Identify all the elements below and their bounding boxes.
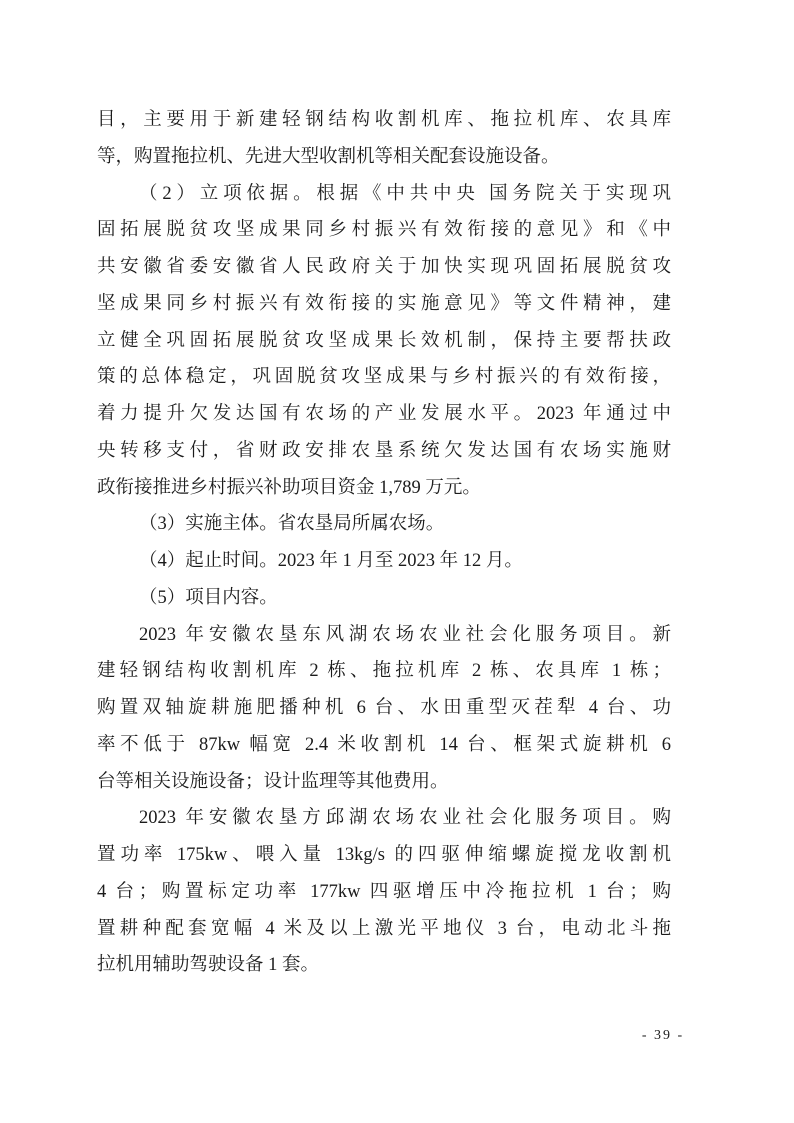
text-line: （4）起止时间。2023 年 1 月至 2023 年 12 月。 [139, 551, 523, 571]
page-number: - 39 - [641, 1028, 685, 1043]
text-line: 置耕种配套宽幅 4 米及以上激光平地仪 3 台，电动北斗拖 [97, 918, 671, 939]
text-line: （5）项目内容。 [139, 587, 278, 608]
text-line: 立健全巩固拓展脱贫攻坚成果长效机制，保持主要帮扶政 [97, 330, 671, 351]
text-line: 建轻钢结构收割机库 2 栋、拖拉机库 2 栋、农具库 1 栋； [97, 661, 671, 682]
text-line: 率不低于 87kw 幅宽 2.4 米收割机 14 台、框架式旋耕机 6 [97, 734, 671, 755]
text-line: 置功率 175kw、喂入量 13kg/s 的四驱伸缩螺旋搅龙收割机 [97, 845, 671, 865]
text-block [97, 102, 671, 984]
text-line: 拉机用辅助驾驶设备 1 套。 [97, 955, 320, 976]
text-line: 着力提升欠发达国有农场的产业发展水平。2023 年通过中 [97, 404, 671, 424]
text-line: （3）实施主体。省农垦局所属农场。 [139, 514, 445, 535]
text-line: 坚成果同乡村振兴有效衔接的实施意见》等文件精神，建 [97, 293, 671, 314]
text-line: 央转移支付，省财政安排农垦系统欠发达国有农场实施财 [97, 440, 671, 461]
text-line: 4 台；购置标定功率 177kw 四驱增压中冷拖拉机 1 台；购 [97, 881, 671, 902]
text-line: 2023 年安徽农垦东风湖农场农业社会化服务项目。新 [139, 624, 671, 645]
text-line: 政衔接推进乡村振兴补助项目资金 1,789 万元。 [97, 477, 481, 498]
text-line: 购置双轴旋耕施肥播种机 6 台、水田重型灭茬犁 4 台、功 [97, 698, 671, 718]
text-line: 目，主要用于新建轻钢结构收割机库、拖拉机库、农具库 [97, 110, 671, 130]
text-line: 共安徽省委安徽省人民政府关于加快实现巩固拓展脱贫攻 [97, 257, 671, 277]
text-line: （2）立项依据。根据《中共中央 国务院关于实现巩 [139, 183, 671, 204]
text-line: 2023 年安徽农垦方邱湖农场农业社会化服务项目。购 [139, 808, 671, 829]
text-line: 台等相关设施设备；设计监理等其他费用。 [97, 771, 449, 792]
text-line: 策的总体稳定，巩固脱贫攻坚成果与乡村振兴的有效衔接， [97, 367, 671, 388]
text-line: 等，购置拖拉机、先进大型收割机等相关配套设施设备。 [97, 146, 560, 167]
text-line: 固拓展脱贫攻坚成果同乡村振兴有效衔接的意见》和《中 [97, 220, 671, 241]
